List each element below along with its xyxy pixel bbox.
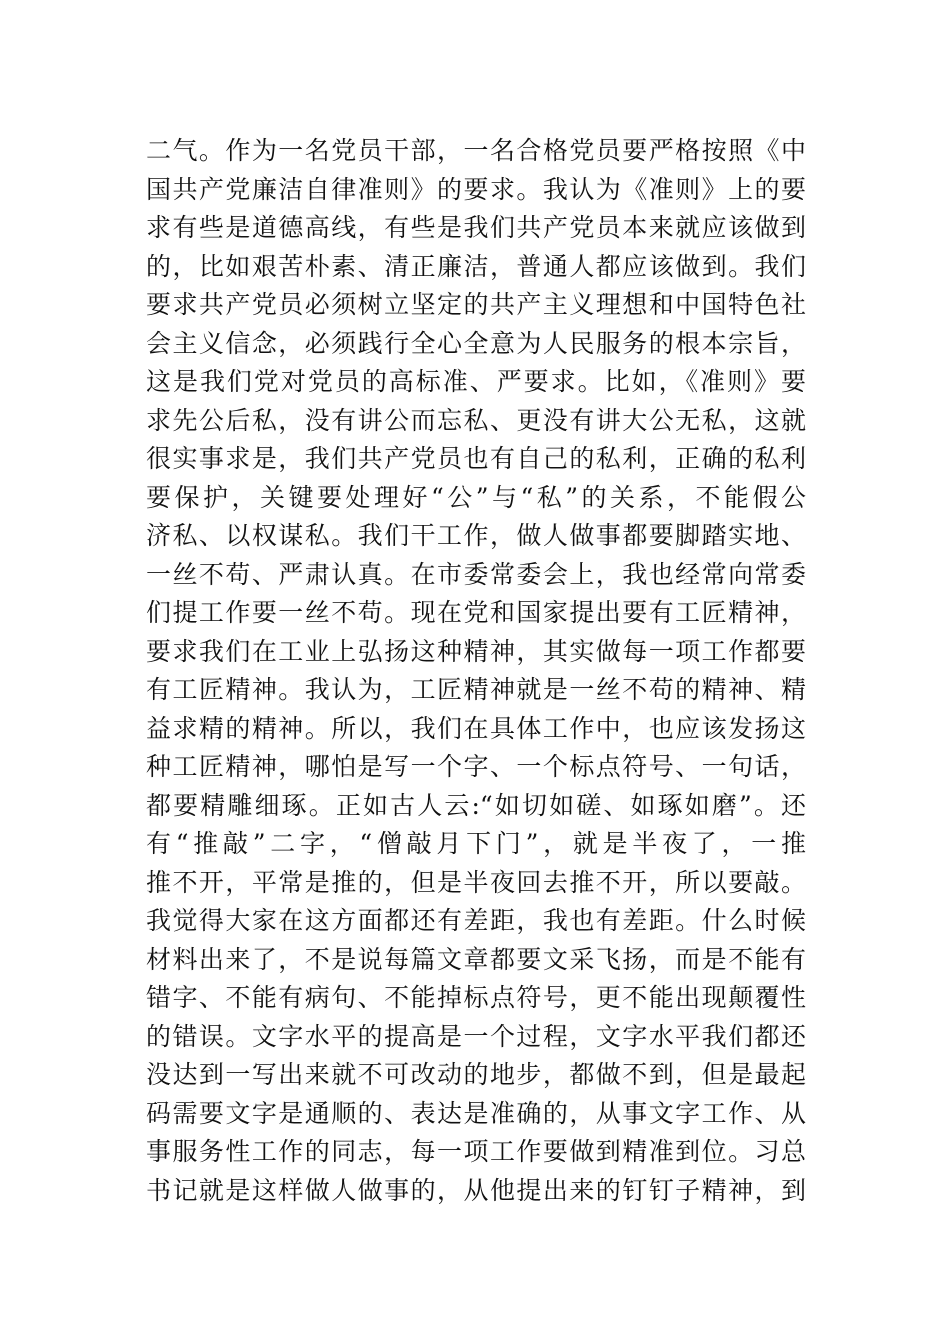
text-line: 没达到一写出来就不可改动的地步，都做不到，但是最起 bbox=[146, 1060, 806, 1089]
text-line: 国共产党廉洁自律准则》的要求。我认为《准则》上的要 bbox=[146, 174, 806, 204]
text-line: 推不开，平常是推的，但是半夜回去推不开，所以要敲。 bbox=[146, 867, 806, 897]
text-line: 书记就是这样做人做事的，从他提出来的钉钉子精神，到 bbox=[146, 1175, 806, 1205]
text-line: 都要精雕细琢。正如古人云:“如切如磋、如琢如磨”。还 bbox=[146, 790, 806, 820]
text-line: 错字、不能有病句、不能掉标点符号，更不能出现颠覆性 bbox=[146, 983, 806, 1012]
text-line: 一丝不苟、严肃认真。在市委常委会上，我也经常向常委 bbox=[146, 559, 806, 589]
text-line: 们提工作要一丝不苟。现在党和国家提出要有工匠精神， bbox=[146, 598, 806, 627]
text-line: 要求我们在工业上弘扬这种精神，其实做每一项工作都要 bbox=[146, 636, 806, 666]
text-line: 有“推敲”二字，“僧敲月下门”，就是半夜了，一推 bbox=[146, 829, 806, 858]
text-line: 会主义信念，必须践行全心全意为人民服务的根本宗旨， bbox=[146, 328, 806, 358]
text-line: 我觉得大家在这方面都还有差距，我也有差距。什么时候 bbox=[146, 906, 806, 935]
text-line: 码需要文字是通顺的、表达是准确的，从事文字工作、从 bbox=[146, 1098, 806, 1128]
text-line: 要保护，关键要处理好“公”与“私”的关系，不能假公 bbox=[146, 482, 806, 512]
text-line: 的，比如艰苦朴素、清正廉洁，普通人都应该做到。我们 bbox=[146, 251, 806, 281]
text-line: 这是我们党对党员的高标准、严要求。比如，《准则》要 bbox=[146, 367, 806, 396]
text-line: 的错误。文字水平的提高是一个过程，文字水平我们都还 bbox=[146, 1021, 806, 1051]
body-text bbox=[146, 132, 806, 1210]
text-line: 二气。作为一名党员干部，一名合格党员要严格按照《中 bbox=[146, 136, 806, 165]
text-line: 要求共产党员必须树立坚定的共产主义理想和中国特色社 bbox=[146, 290, 806, 319]
text-line: 事服务性工作的同志，每一项工作要做到精准到位。习总 bbox=[146, 1137, 806, 1166]
text-line: 很实事求是，我们共产党员也有自己的私利，正确的私利 bbox=[146, 444, 806, 473]
text-line: 求先公后私，没有讲公而忘私、更没有讲大公无私，这就 bbox=[146, 405, 806, 435]
text-line: 益求精的精神。所以，我们在具体工作中，也应该发扬这 bbox=[146, 713, 806, 743]
text-line: 求有些是道德高线，有些是我们共产党员本来就应该做到 bbox=[146, 213, 806, 242]
text-line: 材料出来了，不是说每篇文章都要文采飞扬，而是不能有 bbox=[146, 944, 806, 974]
text-line: 济私、以权谋私。我们干工作，做人做事都要脚踏实地、 bbox=[146, 521, 806, 550]
text-line: 有工匠精神。我认为，工匠精神就是一丝不苟的精神、精 bbox=[146, 675, 806, 704]
text-line: 种工匠精神，哪怕是写一个字、一个标点符号、一句话， bbox=[146, 752, 806, 781]
